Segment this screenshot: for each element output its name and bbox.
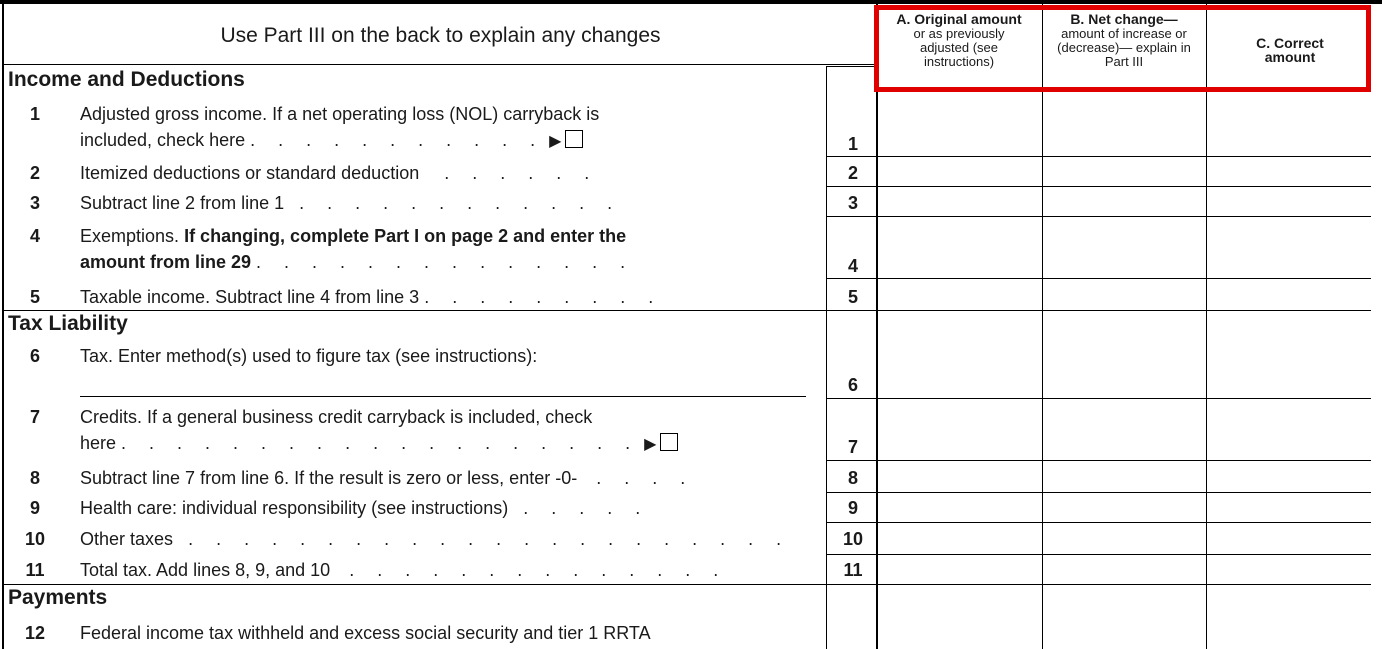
- column-a-subtitle: or as previously adjusted (see instructions): [913, 26, 1005, 69]
- line-7-text-a: Credits. If a general business credit carryback is included, check: [80, 407, 593, 427]
- section-tax-title: Tax Liability: [8, 312, 128, 335]
- line-9-box: 9: [847, 498, 858, 518]
- row-divider: [826, 554, 1371, 555]
- line-9-text: [80, 495, 810, 521]
- section-income-title: Income and Deductions: [8, 68, 245, 91]
- line-3-label: Subtract line 2 from line 1: [80, 193, 285, 213]
- line-10-label: Other taxes: [80, 529, 174, 549]
- line-10-number: 10: [24, 529, 46, 549]
- highlight-box: [874, 5, 1371, 92]
- line-8-box: 8: [847, 468, 858, 488]
- section-divider-payments: [4, 584, 826, 585]
- line-12-text: Federal income tax withheld and excess social security and tier 1 RRTA: [80, 623, 651, 643]
- line-11-label: Total tax. Add lines 8, 9, and 10: [80, 560, 331, 580]
- line-4-box: 4: [847, 256, 858, 276]
- line-8-label: Subtract line 7 from line 6. If the result is zero or less, enter -0-: [80, 468, 578, 488]
- line-8-leader: . . . .: [596, 468, 695, 488]
- column-a-left-border: [876, 4, 878, 649]
- line-4-leader: . . . . . . . . . . . . . .: [256, 252, 635, 272]
- tax-method-entry-line[interactable]: [80, 396, 806, 397]
- line-3-leader: . . . . . . . . . . . .: [299, 193, 622, 213]
- column-b-left-border: [1042, 4, 1043, 649]
- line-1-leader: . . . . . . . . . . .: [250, 130, 545, 150]
- row-divider: [826, 584, 1371, 585]
- row-divider: [826, 460, 1371, 461]
- section-divider-tax: [4, 310, 826, 311]
- line-8-number: 8: [29, 468, 40, 488]
- arrow-icon: ▶: [644, 436, 657, 453]
- line-4-text: [80, 223, 810, 275]
- line-1-text-a: Adjusted gross income. If a net operating loss (NOL) carryback is: [80, 104, 600, 124]
- line-7-leader: . . . . . . . . . . . . . . . . . . .: [121, 433, 640, 453]
- line-5-box: 5: [847, 287, 858, 307]
- section-payments-title: Payments: [8, 586, 108, 609]
- line-number-column-border: [826, 66, 827, 649]
- line-2-box: 2: [847, 163, 858, 183]
- line-7-text: [80, 404, 810, 458]
- column-c-title: C. Correct amount: [1256, 35, 1324, 65]
- line-1-number: 1: [29, 104, 40, 124]
- line-9-leader: . . . . .: [523, 498, 650, 518]
- line-10-text: [80, 526, 810, 552]
- line-4-text-b: amount from line 29: [80, 252, 252, 272]
- row-divider: [826, 186, 1371, 187]
- nol-carryback-checkbox[interactable]: [565, 130, 583, 148]
- arrow-icon: ▶: [549, 133, 562, 150]
- line-2-label: Itemized deductions or standard deduction: [80, 163, 420, 183]
- line-2-leader: . . . . . .: [444, 163, 599, 183]
- left-border: [2, 4, 4, 649]
- row-divider: [826, 492, 1371, 493]
- line-11-box: 11: [843, 560, 863, 580]
- line-4-text-a: Exemptions.: [80, 226, 180, 246]
- line-5-label: Taxable income. Subtract line 4 from line 3: [80, 287, 420, 307]
- top-rule: [0, 0, 1382, 4]
- line-11-number: 11: [25, 560, 45, 580]
- line-number-top: [826, 66, 876, 67]
- line-9-number: 9: [29, 498, 40, 518]
- line-9-label: Health care: individual responsibility (see instructions): [80, 498, 509, 518]
- line-7-number: 7: [29, 407, 40, 427]
- line-5-number: 5: [29, 287, 40, 307]
- line-4-number: 4: [29, 226, 40, 246]
- row-divider: [826, 216, 1371, 217]
- line-7-box: 7: [847, 437, 858, 457]
- line-1-text-b: included, check here: [80, 130, 246, 150]
- line-5-text: [80, 284, 810, 310]
- line-7-text-b: here: [80, 433, 117, 453]
- line-4-text-bold: If changing, complete Part I on page 2 and enter the: [184, 226, 627, 246]
- line-5-leader: . . . . . . . . .: [424, 287, 663, 307]
- line-12-number: 12: [24, 623, 46, 643]
- credit-carryback-checkbox[interactable]: [660, 433, 678, 451]
- column-b-subtitle: amount of increase or (decrease)— explain in Part III: [1057, 26, 1191, 69]
- column-a-title: A. Original amount: [896, 11, 1022, 27]
- line-2-text: [80, 160, 810, 186]
- line-1-text: [80, 101, 810, 155]
- row-divider: [826, 522, 1371, 523]
- line-3-text: [80, 190, 810, 216]
- line-6-number: 6: [29, 346, 40, 366]
- line-2-number: 2: [29, 163, 40, 183]
- line-1-box: 1: [847, 134, 858, 154]
- line-8-text: [80, 465, 810, 491]
- line-10-box: 10: [842, 529, 864, 549]
- row-divider: [826, 310, 1371, 311]
- header-instruction: Use Part III on the back to explain any changes: [220, 23, 661, 47]
- line-3-box: 3: [847, 193, 858, 213]
- column-c-left-border: [1206, 4, 1207, 649]
- row-divider: [826, 398, 1371, 399]
- header-divider: [4, 64, 876, 65]
- column-b-title: B. Net change—: [1070, 11, 1178, 27]
- line-11-leader: . . . . . . . . . . . . . .: [349, 560, 728, 580]
- line-3-number: 3: [29, 193, 40, 213]
- line-6-text: Tax. Enter method(s) used to figure tax (see instructions):: [80, 346, 538, 366]
- line-11-text: [80, 557, 810, 583]
- row-divider: [826, 278, 1371, 279]
- row-divider: [826, 156, 1371, 157]
- line-6-box: 6: [847, 375, 858, 395]
- line-10-leader: . . . . . . . . . . . . . . . . . . . . . .: [188, 529, 791, 549]
